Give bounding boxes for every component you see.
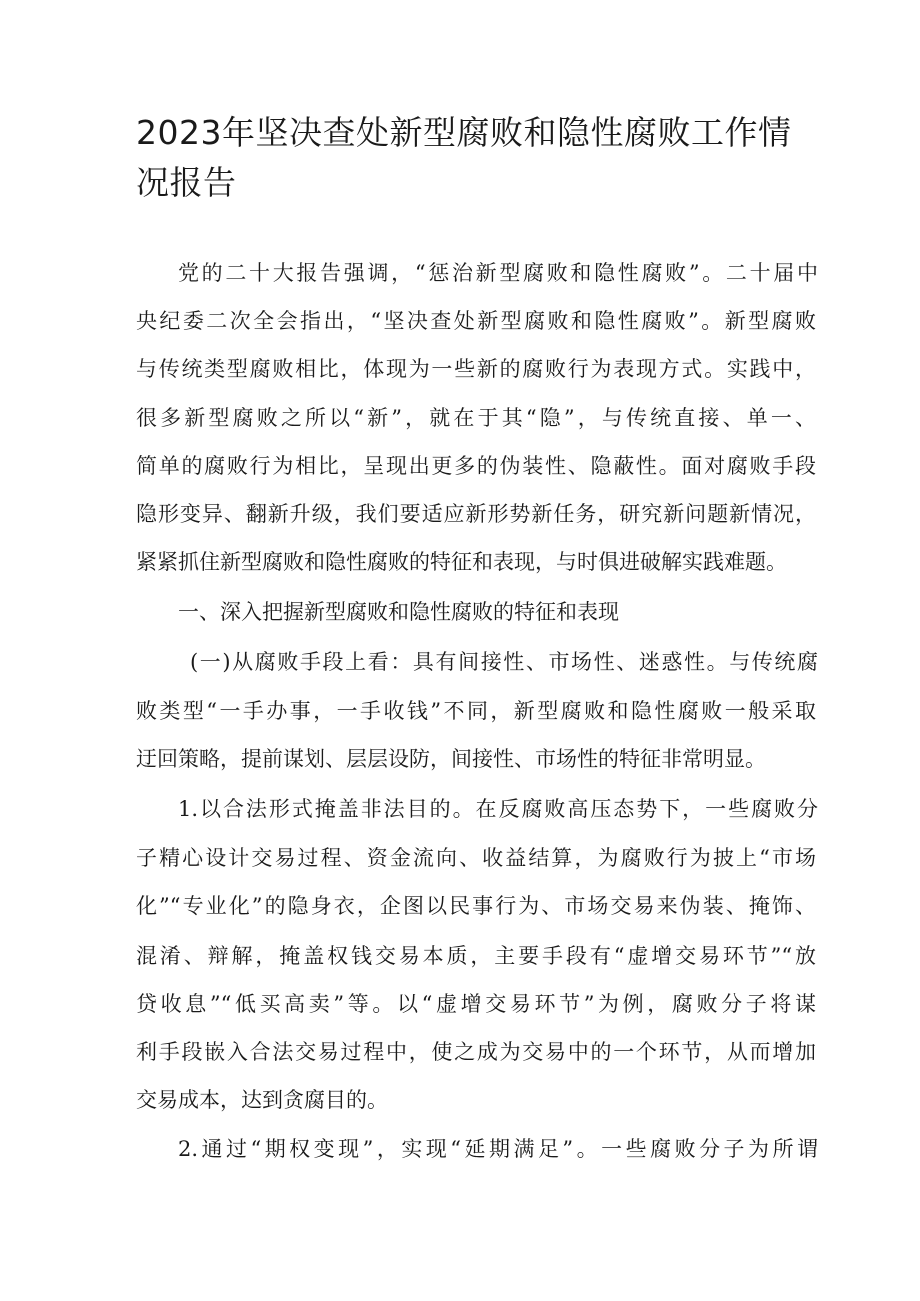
body-line: 隐形变异、翻新升级，我们要适应新形势新任务，研究新问题新情况， <box>136 502 816 526</box>
body-line: 1.以合法形式掩盖非法目的。在反腐败高压态势下，一些腐败分 <box>178 797 818 821</box>
body-line: (一)从腐败手段上看：具有间接性、市场性、迷惑性。与传统腐 <box>190 650 818 674</box>
body-line: 化”“专业化”的隐身衣，企图以民事行为、市场交易来伪装、掩饰、 <box>136 894 816 918</box>
body-line: 简单的腐败行为相比，呈现出更多的伪装性、隐蔽性。面对腐败手段 <box>136 454 816 478</box>
title-line-1: 2023年坚决查处新型腐败和隐性腐败工作情 <box>136 113 792 152</box>
body-line: 利手段嵌入合法交易过程中，使之成为交易中的一个环节，从而增加 <box>136 1040 816 1064</box>
body-line: 党的二十大报告强调，“惩治新型腐败和隐性腐败”。二十届中 <box>178 261 818 285</box>
body-line: 很多新型腐败之所以“新”，就在于其“隐”，与传统直接、单一、 <box>136 406 816 430</box>
body-line: 混淆、辩解，掩盖权钱交易本质，主要手段有“虚增交易环节”“放 <box>136 944 816 968</box>
body-line: 贷收息”“低买高卖”等。以“虚增交易环节”为例，腐败分子将谋 <box>136 992 816 1016</box>
title-line-2: 况报告 <box>136 163 237 202</box>
body-line: 央纪委二次全会指出，“坚决查处新型腐败和隐性腐败”。新型腐败 <box>136 309 816 333</box>
body-line: 交易成本，达到贪腐目的。 <box>136 1088 388 1112</box>
document-title <box>136 108 816 208</box>
body-line: 紧紧抓住新型腐败和隐性腐败的特征和表现，与时俱进破解实践难题。 <box>136 550 787 574</box>
body-line: 败类型“一手办事，一手收钱”不同，新型腐败和隐性腐败一般采取 <box>136 699 816 723</box>
body-line: 2.通过“期权变现”，实现“延期满足”。一些腐败分子为所谓 <box>178 1137 818 1161</box>
body-line: 迂回策略，提前谋划、层层设防，间接性、市场性的特征非常明显。 <box>136 747 766 771</box>
body-line: 子精心设计交易过程、资金流向、收益结算，为腐败行为披上“市场 <box>136 846 816 870</box>
section-heading: 一、深入把握新型腐败和隐性腐败的特征和表现 <box>178 600 619 624</box>
body-line: 与传统类型腐败相比，体现为一些新的腐败行为表现方式。实践中， <box>136 357 816 381</box>
